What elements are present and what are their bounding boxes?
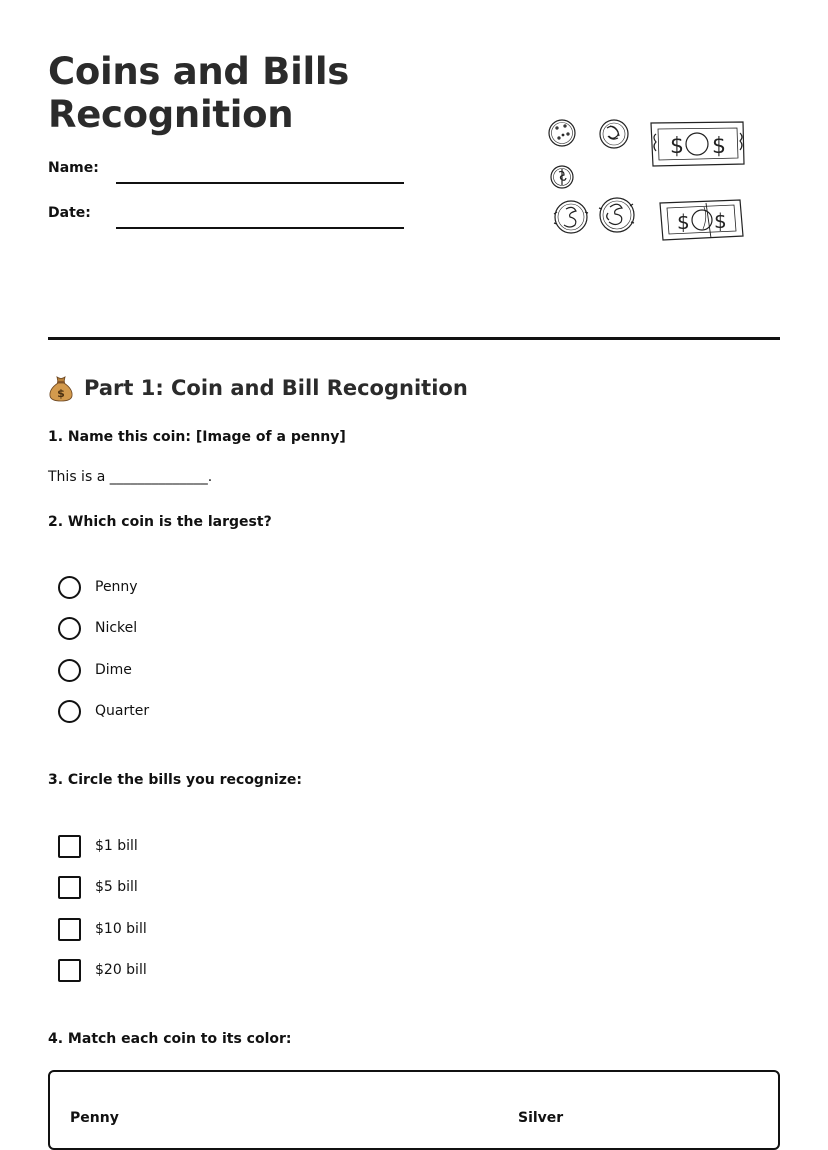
- checkbox-option-10-bill[interactable]: [58, 917, 147, 941]
- svg-text:$: $: [714, 209, 727, 233]
- matching-box: [48, 1070, 780, 1150]
- option-label: Quarter: [95, 703, 150, 719]
- question-4: 4. Match each coin to its color:: [48, 1031, 292, 1047]
- date-field-row: [48, 205, 408, 229]
- coin-icon: [599, 198, 634, 232]
- match-item-color[interactable]: Silver: [518, 1110, 564, 1126]
- coin-icon: [554, 201, 588, 233]
- radio-button[interactable]: [58, 617, 81, 640]
- section-divider: [48, 337, 780, 340]
- radio-option-penny[interactable]: [58, 575, 138, 599]
- section-heading-part-1: [48, 374, 468, 402]
- radio-button[interactable]: [58, 700, 81, 723]
- radio-option-nickel[interactable]: [58, 616, 137, 640]
- question-2: 2. Which coin is the largest?: [48, 514, 272, 530]
- svg-text:$: $: [57, 387, 65, 400]
- radio-option-dime[interactable]: [58, 658, 132, 682]
- section-heading-text: Part 1: Coin and Bill Recognition: [84, 376, 468, 400]
- svg-text:$: $: [712, 134, 726, 159]
- radio-button[interactable]: [58, 659, 81, 682]
- svg-text:$: $: [670, 134, 684, 159]
- question-1-answer[interactable]: This is a ______________.: [48, 469, 213, 485]
- money-illustration: [540, 112, 760, 248]
- checkbox[interactable]: [58, 835, 81, 858]
- option-label: $5 bill: [95, 879, 138, 895]
- checkbox[interactable]: [58, 876, 81, 899]
- name-label: Name:: [48, 160, 99, 176]
- match-item-coin[interactable]: Penny: [70, 1110, 119, 1126]
- option-label: Dime: [95, 662, 132, 678]
- option-label: Penny: [95, 579, 138, 595]
- checkbox-option-1-bill[interactable]: [58, 834, 138, 858]
- title-line-1: Coins and Bills: [48, 50, 349, 93]
- date-blank-line[interactable]: [116, 227, 404, 229]
- option-label: $1 bill: [95, 838, 138, 854]
- question-3: 3. Circle the bills you recognize:: [48, 772, 302, 788]
- checkbox-option-5-bill[interactable]: [58, 875, 138, 899]
- title-line-2: Recognition: [48, 93, 294, 136]
- option-label: $10 bill: [95, 921, 147, 937]
- question-1: 1. Name this coin: [Image of a penny]: [48, 429, 346, 445]
- money-bag-icon: [48, 374, 74, 402]
- checkbox[interactable]: [58, 918, 81, 941]
- option-label: $20 bill: [95, 962, 147, 978]
- radio-option-quarter[interactable]: [58, 699, 149, 723]
- coin-icon: [600, 120, 628, 148]
- radio-button[interactable]: [58, 576, 81, 599]
- svg-text:$: $: [677, 210, 690, 234]
- page-title: [48, 50, 349, 136]
- coin-icon: [551, 166, 573, 188]
- name-blank-line[interactable]: [116, 182, 404, 184]
- date-label: Date:: [48, 205, 91, 221]
- dollar-bill-icon: [651, 122, 744, 166]
- coin-icon: [549, 120, 575, 146]
- checkbox-option-20-bill[interactable]: [58, 958, 147, 982]
- option-label: Nickel: [95, 620, 138, 636]
- checkbox[interactable]: [58, 959, 81, 982]
- name-field-row: [48, 160, 408, 184]
- dollar-bill-icon: [660, 200, 743, 240]
